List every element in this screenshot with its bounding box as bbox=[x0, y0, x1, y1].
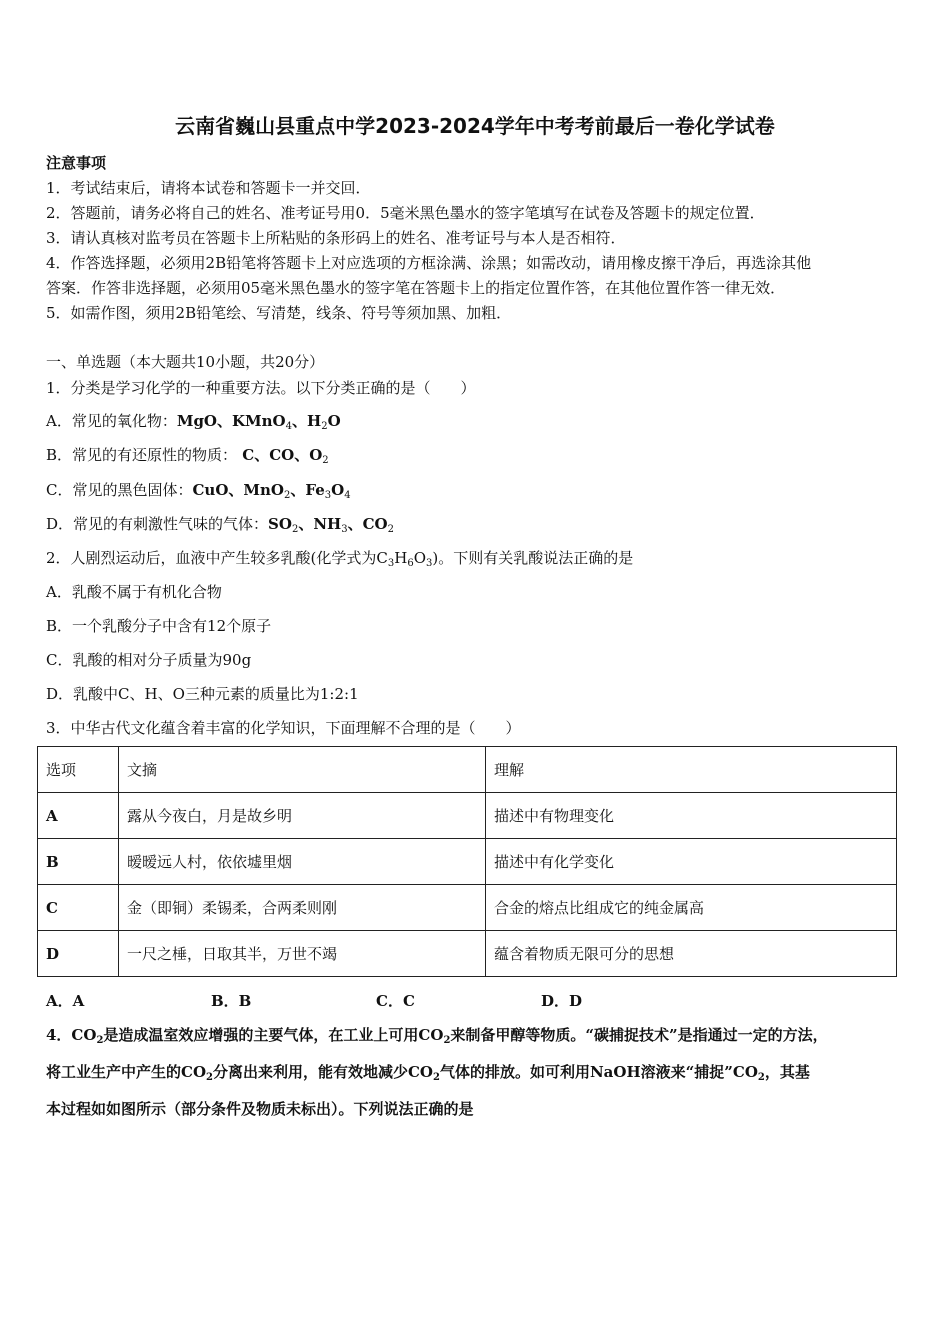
q3-choice: D．D bbox=[541, 992, 583, 1010]
table-cell: 合金的熔点比组成它的纯金属高 bbox=[486, 885, 897, 931]
table-cell: A bbox=[38, 793, 119, 839]
table-cell: 描述中有物理变化 bbox=[486, 793, 897, 839]
notice-item: 1．考试结束后，请将本试卷和答题卡一并交回． bbox=[46, 179, 371, 197]
table-row bbox=[38, 793, 897, 839]
header-cell: 理解 bbox=[486, 747, 897, 793]
header-cell: 选项 bbox=[38, 747, 119, 793]
q2-option: A．乳酸不属于有机化合物 bbox=[46, 583, 222, 601]
notice-item: 答案．作答非选择题，必须用05毫米黑色墨水的签字笔在答题卡上的指定位置作答，在其他位置作答一律无效． bbox=[46, 279, 786, 297]
table-cell: 露从今夜白，月是故乡明 bbox=[119, 793, 486, 839]
q3-table bbox=[37, 746, 897, 977]
q4-stem-line: 4．$CO_2$是造成温室效应增强的主要气体，在工业上可用$CO_2$来制备甲醇等物质。“碳捕捉技术”是指通过一定的方法， bbox=[46, 1026, 828, 1046]
table-cell: 一尺之棰，日取其半，万世不竭 bbox=[119, 931, 486, 977]
q1-option-b: B．常见的有还原性的物质： C、CO、$O_2$ bbox=[46, 446, 329, 466]
q3-stem: 3．中华古代文化蕴含着丰富的化学知识，下面理解不合理的是（ ） bbox=[46, 719, 521, 737]
notice-heading: 注意事项 bbox=[46, 154, 107, 172]
table-cell: D bbox=[38, 931, 119, 977]
table-row bbox=[38, 885, 897, 931]
table-cell: B bbox=[38, 839, 119, 885]
table-cell: 暧暧远人村，依依墟里烟 bbox=[119, 839, 486, 885]
table-row bbox=[38, 931, 897, 977]
page-title: 云南省巍山县重点中学2023-2024学年中考考前最后一卷化学试卷 bbox=[175, 114, 775, 138]
q3-choice: C．C bbox=[376, 992, 415, 1010]
q2-option: C．乳酸的相对分子质量为90g bbox=[46, 651, 252, 669]
q3-choice: A．A bbox=[46, 992, 85, 1010]
q2-option: D．乳酸中C、H、O三种元素的质量比为1:2:1 bbox=[46, 685, 359, 703]
q4-stem-line: 本过程如如图所示（部分条件及物质未标出）。下列说法正确的是 bbox=[46, 1100, 474, 1118]
q1-option-d: D．常见的有刺激性气味的气体：$SO_2$、$NH_3$、$CO_2$ bbox=[46, 515, 394, 535]
table-row bbox=[38, 839, 897, 885]
q1-option-a: A．常见的氧化物：MgO、KMnO$_4$、$H_2O$ bbox=[46, 412, 341, 432]
q4-stem-line: 将工业生产中产生的$CO_2$分离出来利用，能有效地减少$CO_2$气体的排放。如可利用NaOH溶液来“捕捉$”CO_2$，其基 bbox=[46, 1063, 810, 1083]
notice-item: 3．请认真核对监考员在答题卡上所粘贴的条形码上的姓名、准考证号与本人是否相符． bbox=[46, 229, 626, 247]
section-heading: 一、单选题（本大题共10小题，共20分） bbox=[46, 353, 325, 371]
q3-choice: B．B bbox=[211, 992, 252, 1010]
notice-item: 2．答题前，请务必将自己的姓名、准考证号用0．5毫米黑色墨水的签字笔填写在试卷及答题卡的规定位置． bbox=[46, 204, 765, 222]
table-cell: C bbox=[38, 885, 119, 931]
q1-stem: 1．分类是学习化学的一种重要方法。以下分类正确的是（ ） bbox=[46, 379, 476, 397]
table-cell: 蕴含着物质无限可分的思想 bbox=[486, 931, 897, 977]
notice-item: 5．如需作图，须用2B铅笔绘、写清楚，线条、符号等须加黑、加粗． bbox=[46, 304, 512, 322]
header-cell: 文摘 bbox=[119, 747, 486, 793]
table-header-row bbox=[38, 747, 897, 793]
table-cell: 描述中有化学变化 bbox=[486, 839, 897, 885]
q2-stem: 2．人剧烈运动后，血液中产生较多乳酸(化学式为$C_3H_6O_3$)。下则有关乳酸说法正确的是 bbox=[46, 549, 634, 569]
q1-option-c: C．常见的黑色固体：CuO、MnO$_2$、$Fe_3O_4$ bbox=[46, 481, 351, 501]
notice-item: 4．作答选择题，必须用2B铅笔将答题卡上对应选项的方框涂满、涂黑；如需改动，请用橡皮擦干净后，再选涂其他 bbox=[46, 254, 812, 272]
table-cell: 金（即铜）柔锡柔，合两柔则刚 bbox=[119, 885, 486, 931]
q2-option: B．一个乳酸分子中含有12个原子 bbox=[46, 617, 272, 635]
